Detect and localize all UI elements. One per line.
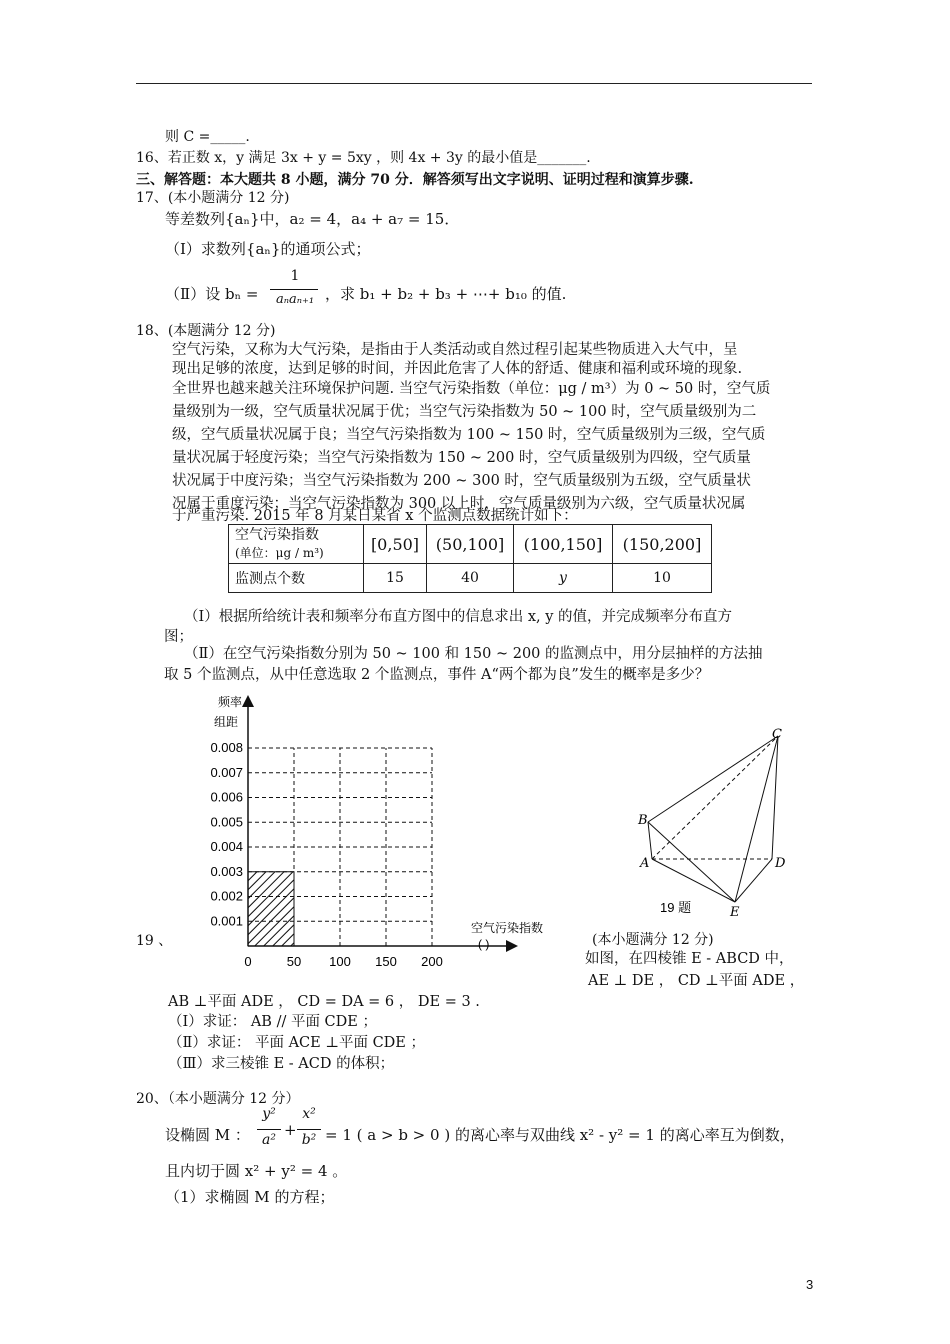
- table-interval-2: (50,100]: [427, 525, 514, 564]
- q17-part2-post: ，求 b₁ + b₂ + b₃ + ⋯+ b₁₀ 的值.: [325, 285, 567, 303]
- q17-frac-num: 1: [290, 268, 300, 284]
- figure-caption: 19 题: [660, 900, 692, 915]
- edge-be: [648, 822, 735, 902]
- q20-frac2-bar: [297, 1129, 321, 1130]
- q20-frac1-bar: [257, 1129, 281, 1130]
- q20-frac2-den: b²: [301, 1132, 317, 1148]
- edge-ae: [652, 859, 735, 902]
- q18-header: 18、(本题满分 12 分): [136, 323, 276, 339]
- q20-frac1-num: y²: [262, 1106, 276, 1122]
- q20-plus: +: [284, 1121, 297, 1139]
- q18-line-1: 空气污染，又称为大气污染，是指由于人类活动或自然过程引起某些物质进入大气中，呈: [172, 342, 738, 358]
- q20-line1-post: = 1 ( a > b > 0 ) 的离心率与双曲线 x² - y² = 1 的离心率互为倒数，: [325, 1126, 795, 1144]
- x-tick-label-3: 100: [329, 954, 351, 969]
- q19-part1: （Ⅰ）求证： AB // 平面 CDE ；: [168, 1014, 377, 1030]
- x-axis-label: 空气污染指数: [471, 921, 544, 935]
- q18-part1-a: （Ⅰ）根据所给统计表和频率分布直方图中的信息求出 x, y 的值，并完成频率分布直方: [184, 609, 733, 625]
- q16: 16、若正数 x，y 满足 3x + y = 5xy ，则 4x + 3y 的最小值是_______.: [136, 150, 591, 166]
- frequency-histogram: [190, 690, 570, 975]
- table-interval-4: (150,200]: [613, 525, 712, 564]
- q18-part1-b: 图；: [164, 629, 193, 645]
- x-tick-label-4: 150: [375, 954, 397, 969]
- q15-tail: 则 C =_____.: [165, 129, 250, 145]
- edge-ac: [652, 736, 778, 859]
- q18-line-8: 况属于重度污染；当空气污染指数为 300 以上时，空气质量级别为六级，空气质量状况属: [172, 496, 746, 512]
- q20-header: 20、（本小题满分 12 分）: [136, 1091, 300, 1107]
- y-axis-label-top: 频率: [218, 695, 243, 709]
- x-tick-label-5: 200: [421, 954, 443, 969]
- q20-frac2-num: x²: [302, 1106, 316, 1122]
- q19-part3: （Ⅲ）求三棱锥 E - ACD 的体积；: [168, 1056, 395, 1072]
- y-tick-label-1: 0.001: [210, 913, 243, 929]
- edge-ba: [648, 822, 652, 859]
- q19-header: (本小题满分 12 分): [592, 932, 714, 948]
- q18-line-5: 级，空气质量状况属于良；当空气污染指数为 100 ~ 150 时，空气质量级别为三级，空气质: [172, 427, 766, 443]
- table-count-4: 10: [613, 564, 712, 593]
- q17-header: 17、(本小题满分 12 分): [136, 190, 290, 206]
- q18-line-2: 现出足够的浓度，达到足够的时间，并因此危害了人体的舒适、健康和福利或环境的现象.: [172, 361, 743, 377]
- y-tick-label-4: 0.004: [210, 839, 243, 854]
- q18-part2-b: 取 5 个监测点，从中任意选取 2 个监测点，事件 A“两个都为良”发生的概率是多少？: [164, 667, 710, 683]
- q18-line-6: 量状况属于轻度污染；当空气污染指数为 150 ~ 200 时，空气质量级别为四级，空气质量: [172, 450, 751, 466]
- q20-line1-pre: 设椭圆 M ：: [165, 1126, 250, 1144]
- y-axis-label-bottom: 组距: [214, 715, 239, 729]
- q17-given: 等差数列{aₙ}中，a₂ = 4，a₄ + a₇ = 15．: [165, 210, 460, 228]
- x-tick-label-2: 50: [286, 954, 302, 969]
- q17-frac-bar: [270, 289, 318, 290]
- q19-line1: 如图，在四棱锥 E - ABCD 中，: [585, 951, 794, 967]
- q19-part2: （Ⅱ）求证： 平面 ACE ⊥平面 CDE ；: [168, 1035, 425, 1051]
- vertex-c: C: [772, 727, 782, 742]
- x-axis-unit: ( ): [478, 937, 490, 951]
- y-tick-label-3: 0.003: [210, 863, 243, 879]
- x-tick-label-1: 0: [244, 954, 252, 969]
- q18-line-3: 全世界也越来越关注环境保护问题. 当空气污染指数（单位：μg / m³）为 0 ~ 50 时，空气质: [172, 381, 771, 397]
- y-tick-label-8: 0.008: [210, 740, 243, 755]
- q18-line-4: 量级别为一级，空气质量状况属于优；当空气污染指数为 50 ~ 100 时，空气质量级别为二: [172, 404, 757, 420]
- q18-part2-a: （Ⅱ）在空气污染指数分别为 50 ~ 100 和 150 ~ 200 的监测点中，用分层抽样的方法抽: [184, 646, 763, 662]
- q17-part2-pre: （Ⅱ）设 bₙ =: [165, 285, 259, 303]
- vertex-d: D: [775, 856, 786, 871]
- q19-number: 19 、: [136, 933, 173, 949]
- y-tick-label-2: 0.002: [210, 888, 243, 904]
- edge-bc: [648, 736, 778, 822]
- q17-part1: （Ⅰ）求数列{aₙ}的通项公式；: [165, 240, 371, 258]
- table-interval-1: [0,50]: [364, 525, 427, 564]
- q19-line3: AB ⊥平面 ADE ， CD = DA = 6 ， DE = 3 .: [168, 994, 480, 1010]
- q20-part1: （1）求椭圆 M 的方程；: [165, 1188, 335, 1206]
- pyramid-figure: [630, 722, 800, 922]
- section3-heading: 三、解答题：本大题共 8 小题，满分 70 分．解答须写出文字说明、证明过程和演算步骤.: [136, 172, 694, 188]
- q18-line-7: 状况属于中度污染；当空气污染指数为 200 ~ 300 时，空气质量级别为五级，空气质量状: [172, 473, 751, 489]
- y-tick-label-7: 0.007: [210, 764, 243, 780]
- table-row1-label: 空气污染指数: [235, 527, 319, 543]
- q19-line2: AE ⊥ DE ， CD ⊥平面 ADE ，: [588, 973, 805, 989]
- page-number: 3: [806, 1277, 814, 1292]
- table-count-2: 40: [427, 564, 514, 593]
- bar-1-hatch: [190, 872, 437, 946]
- y-tick-label-5: 0.005: [210, 814, 243, 830]
- q17-frac-den: aₙaₙ₊₁: [275, 292, 315, 307]
- q20-line2: 且内切于圆 x² + y² = 4 。: [165, 1162, 348, 1180]
- table-row2-label: 监测点个数: [229, 564, 364, 593]
- q18-data-table: [228, 524, 712, 593]
- table-interval-3: (100,150]: [514, 525, 613, 564]
- table-row1-unit: (单位：μg / m³): [235, 546, 324, 560]
- vertex-e: E: [730, 905, 740, 920]
- table-header-cell: [229, 525, 364, 564]
- vertex-a: A: [640, 856, 650, 871]
- header-rule: [136, 83, 812, 84]
- q18-line-9: 于严重污染. 2015 年 8 月某日某省 x 个监测点数据统计如下：: [172, 508, 578, 524]
- vertex-b: B: [638, 813, 648, 828]
- y-tick-label-6: 0.006: [210, 789, 243, 805]
- q20-frac1-den: a²: [262, 1132, 276, 1148]
- table-count-3: y: [514, 564, 613, 593]
- table-count-1: 15: [364, 564, 427, 593]
